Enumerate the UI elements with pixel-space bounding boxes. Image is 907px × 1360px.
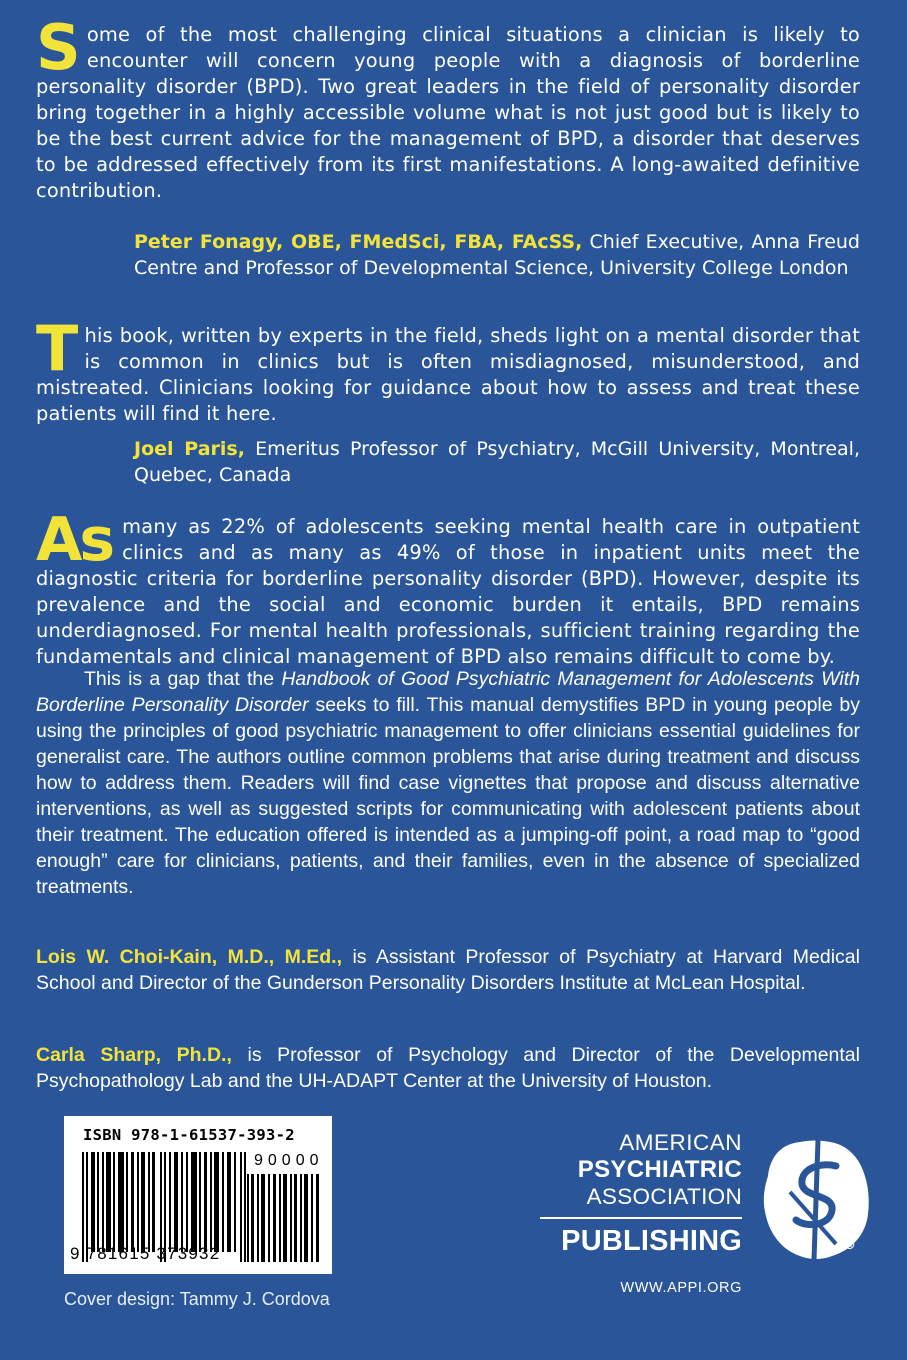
- blurb-2-author-name: Joel Paris,: [134, 438, 245, 460]
- publisher-line-association: ASSOCIATION: [586, 1184, 742, 1209]
- isbn-barcode: [64, 1116, 332, 1274]
- publisher-logo-text: [540, 1130, 742, 1298]
- blurb-2-attribution: [134, 436, 860, 488]
- blurb-1-author-affiliation: Chief Executive, Anna Freud Centre and Professor of Developmental Science, University College London: [134, 231, 860, 279]
- ean-digits: 9 781615 373932: [70, 1244, 221, 1263]
- blurb-2-text: his book, written by experts in the field, sheds light on a mental disorder that is common in clinics but is often misdiagnosed, misunderstood, and mistreated. Clinicians looking for guidance about how to assess and treat these patients will find it here.: [36, 324, 860, 425]
- addon-barcode-bars: [247, 1174, 323, 1262]
- blurb-1-attribution: [134, 229, 860, 281]
- author-2-name: Carla Sharp, Ph.D.,: [36, 1044, 232, 1066]
- blurb-1-text: ome of the most challenging clinical situations a clinician is likely to encounter will concern young people with a diagnosis of borderline personality disorder (BPD). Two great leaders in the field of personality disorder bring together in a highly accessible volume what is not just good but is likely to be the best current advice for the management of BPD, a disorder that deserves to be addressed effectively from its first manifestations. A long-awaited definitive contribution.: [36, 23, 860, 202]
- isbn-label: ISBN 978-1-61537-393-2: [83, 1126, 295, 1144]
- author-bio-2: [36, 1042, 860, 1094]
- description-paragraph-2: [36, 666, 860, 900]
- cover-design-credit: Cover design: Tammy J. Cordova: [64, 1289, 330, 1309]
- blurb-1-author-name: Peter Fonagy, OBE, FMedSci, FBA, FAcSS,: [134, 231, 583, 253]
- author-1-name: Lois W. Choi-Kain, M.D., M.Ed.,: [36, 946, 343, 968]
- author-2-bio: is Professor of Psychology and Director of the Developmental Psychopathology Lab and the UH-ADAPT Center at the University of Houston.: [36, 1044, 860, 1092]
- book-title: Handbook of Good Psychiatric Management for Adolescents With Borderline Personality Disorder: [36, 668, 860, 716]
- publisher-line-publishing: PUBLISHING: [561, 1225, 742, 1257]
- dropcap-s: S: [36, 11, 81, 84]
- dropcap-t: T: [36, 312, 79, 385]
- publisher-url: WWW.APPI.ORG: [620, 1280, 742, 1296]
- blurb-1: [36, 11, 860, 204]
- author-1-bio: is Assistant Professor of Psychiatry at Harvard Medical School and Director of the Gunderson Personality Disorders Institute at McLean Hospital.: [36, 946, 860, 994]
- publisher-divider: [540, 1217, 742, 1219]
- publisher-line-psychiatric: PSYCHIATRIC: [577, 1156, 742, 1183]
- description-paragraph-1: [36, 505, 860, 670]
- publisher-line-american: AMERICAN: [619, 1130, 742, 1155]
- description-p2-body: seeks to fill. This manual demystifies BPD in young people by using the principles of good psychiatric management to offer clinicians essential guidelines for generalist care. The authors outline common problems that arise during treatment and discuss how to address them. Readers will find case vignettes that propose and discuss alternative interventions, as well as suggested scripts for communicating with adolescent patients about their treatment. The education offered is intended as a jumping-off point, a road map to “good enough” care for clinicians, patients, and their families, even in the absence of specialized treatments.: [36, 694, 860, 898]
- blurb-2-author-affiliation: Emeritus Professor of Psychiatry, McGill University, Montreal, Quebec, Canada: [134, 438, 860, 486]
- addon-digits: 90000: [254, 1152, 324, 1169]
- dropcap-as: As: [36, 505, 113, 575]
- registered-mark: ®: [843, 1238, 856, 1253]
- description-p1-text: many as 22% of adolescents seeking mental health care in outpatient clinics and as many as 49% of those in inpatient units meet the diagnostic criteria for borderline personality disorder (BPD). However, despite its prevalence and the social and economic burden it entails, BPD remains underdiagnosed. For mental health professionals, sufficient training regarding the fundamentals and clinical management of BPD also remains difficult to come by.: [36, 515, 860, 668]
- description-p2-lead: This is a gap that the: [84, 668, 282, 690]
- blurb-2: [36, 312, 860, 427]
- author-bio-1: [36, 944, 860, 996]
